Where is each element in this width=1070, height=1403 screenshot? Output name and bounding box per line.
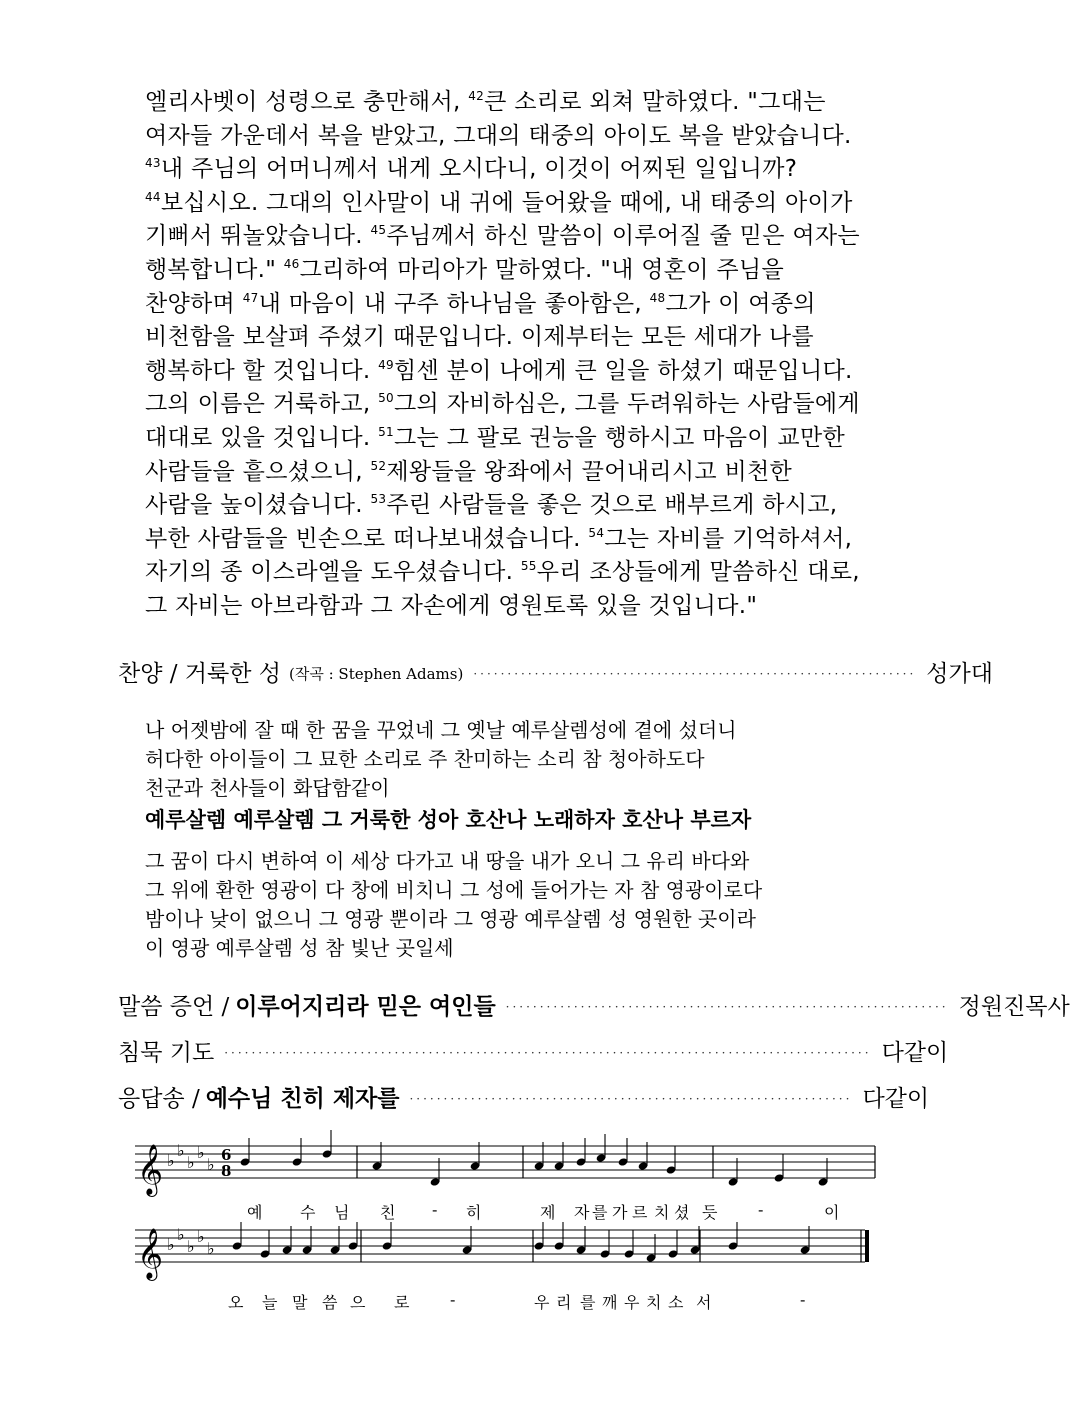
- music-note: [292, 1138, 303, 1167]
- scripture-text: 부한 사람들을 빈손으로 떠나보내셨습니다.: [145, 525, 589, 552]
- anthem-label: 찬양 / 거룩한 성: [118, 661, 281, 687]
- anthem-performer-char: 성: [926, 661, 949, 687]
- music-syllable: 서: [696, 1293, 712, 1312]
- scripture-text: 제왕들을 왕좌에서 끌어내리시고 비천한: [386, 458, 793, 485]
- prayer-performer-char: 다: [881, 1040, 904, 1066]
- scripture-line: [145, 556, 885, 590]
- scripture-line: [145, 355, 885, 389]
- music-syllable: 르: [632, 1203, 648, 1222]
- verse-number: 48: [649, 290, 666, 305]
- verse-number: 54: [588, 525, 605, 540]
- music-syllable: 치: [654, 1203, 670, 1222]
- sermon-row: [118, 989, 1070, 1025]
- music-note: [260, 1230, 271, 1259]
- treble-clef-icon: 𝄞: [137, 1228, 164, 1279]
- lyric-line: 허다한 아이들이 그 묘한 소리로 주 찬미하는 소리 참 청아하도다: [145, 747, 705, 771]
- anthem-performer-char: 가: [948, 661, 971, 687]
- response-performer-char: 이: [906, 1086, 930, 1112]
- scripture-text: 기뻐서 뛰놀았습니다.: [145, 223, 371, 250]
- scripture-line: [145, 220, 885, 254]
- scripture-passage: [145, 86, 885, 624]
- anthem-performer-char: 대: [970, 661, 993, 687]
- music-note: [322, 1130, 333, 1159]
- sermon-preacher: [959, 989, 1070, 1025]
- music-note: [240, 1138, 251, 1167]
- scripture-line: [145, 187, 885, 221]
- time-signature-bottom: 8: [221, 1162, 232, 1180]
- scripture-line: [145, 388, 885, 422]
- music-syllable: 깨: [602, 1293, 618, 1312]
- music-syllable: 히: [466, 1203, 482, 1222]
- scripture-text: 행복하다 할 것입니다.: [145, 357, 379, 384]
- music-syllable: 를: [592, 1203, 608, 1222]
- scripture-line: [145, 422, 885, 456]
- music-note: [668, 1230, 679, 1259]
- scripture-text: 그는 그 팔로 권능을 행하시고 마음이 교만한: [393, 424, 845, 451]
- scripture-text: 자기의 종 이스라엘을 도우셨습니다.: [145, 559, 521, 586]
- verse-number: 53: [370, 492, 387, 507]
- anthem-performer: [926, 656, 993, 692]
- lyric-line: 천군과 천사들이 화답함같이: [145, 776, 390, 800]
- svg-text:♭: ♭: [177, 1141, 185, 1160]
- scripture-line: [145, 590, 885, 624]
- response-performer-char: 같: [884, 1086, 907, 1112]
- scripture-text: 우리 조상들에게 말씀하신 대로,: [536, 559, 860, 586]
- verse-number: 46: [283, 256, 300, 271]
- sermon-preacher-char: 원: [980, 994, 1004, 1020]
- music-note: [600, 1230, 611, 1259]
- scripture-text: 그의 자비하심은, 그를 두려워하는 사람들에게: [393, 391, 860, 418]
- sermon-title: 이루어지리라 믿은 여인들: [235, 994, 496, 1020]
- scripture-text: 비천함을 보살펴 주셨기 때문입니다. 이제부터는 모든 세대가 나를: [145, 324, 814, 351]
- scripture-text: 힘센 분이 나에게 큰 일을 하셨기 때문입니다.: [393, 357, 853, 384]
- response-prefix: 응답송 /: [118, 1086, 200, 1112]
- response-leader-dots: ·································································: [409, 1092, 853, 1106]
- music-syllable: 셨: [674, 1203, 690, 1222]
- svg-text:♭: ♭: [177, 1225, 185, 1244]
- verse-number: 43: [145, 156, 161, 171]
- notes: [232, 1130, 829, 1263]
- anthem-row: [118, 656, 993, 692]
- music-note: [774, 1154, 785, 1183]
- scripture-line: [145, 120, 885, 154]
- response-performer-char: 다: [862, 1086, 885, 1112]
- scripture-text: 그리하여 마리아가 말하였다. "내 영혼이 주님을: [299, 256, 784, 283]
- lyric-line: 이 영광 예루살렘 성 참 빛난 곳일세: [145, 936, 454, 960]
- music-note: [382, 1222, 393, 1251]
- verse-number: 55: [520, 559, 537, 574]
- verse-number: 52: [370, 458, 387, 473]
- scripture-text: 그가 이 여종의: [665, 290, 816, 317]
- prayer-performer: [882, 1035, 949, 1071]
- music-syllable: 를: [580, 1293, 596, 1312]
- music-staff-svg: [135, 1138, 880, 1318]
- response-row: [118, 1081, 930, 1117]
- music-note: [576, 1138, 587, 1167]
- music-syllable: 가: [612, 1203, 628, 1222]
- scripture-text: 그의 이름은 거룩하고,: [145, 391, 379, 418]
- scripture-text: 주린 사람들을 좋은 것으로 배부르게 하시고,: [386, 492, 838, 519]
- prayer-performer-char: 같: [903, 1040, 926, 1066]
- music-syllable: 듯: [702, 1203, 718, 1222]
- music-syllable: 늘: [262, 1293, 278, 1312]
- anthem-lyrics: [145, 716, 885, 963]
- svg-text:♭: ♭: [167, 1151, 175, 1170]
- music-syllable: 로: [394, 1293, 410, 1312]
- lyric-refrain: 예루살렘 예루살렘 그 거룩한 성아 호산나 노래하자 호산나 부르자: [145, 808, 752, 832]
- music-syllable: 예: [247, 1203, 263, 1222]
- svg-text:♭: ♭: [167, 1235, 175, 1254]
- lyric-line: 그 꿈이 다시 변하여 이 세상 다가고 내 땅을 내가 오니 그 유리 바다와: [145, 849, 750, 873]
- sermon-preacher-char: 정: [958, 994, 981, 1020]
- sermon-preacher-char: 목: [1025, 994, 1048, 1020]
- response-performer: [862, 1081, 929, 1117]
- music-note: [232, 1222, 243, 1251]
- svg-text:♭: ♭: [197, 1227, 205, 1246]
- anthem-composer: (작곡 : Stephen Adams): [289, 665, 464, 683]
- music-syllable: 님: [334, 1203, 350, 1222]
- scripture-text: 여자들 가운데서 복을 받았고, 그대의 태중의 아이도 복을 받았습니다.: [145, 122, 852, 149]
- verse-number: 44: [145, 189, 161, 204]
- prayer-performer-char: 이: [926, 1040, 949, 1066]
- music-note: [728, 1222, 739, 1251]
- music-syllable: -: [758, 1200, 764, 1219]
- music-syllable: 치: [646, 1293, 662, 1312]
- scripture-text: 사람들을 흩으셨으니,: [145, 458, 371, 485]
- scripture-text: 사람을 높이셨습니다.: [145, 492, 371, 519]
- sermon-prefix: 말씀 증언 /: [118, 994, 230, 1020]
- music-score: [135, 1138, 880, 1318]
- scripture-line: [145, 489, 885, 523]
- scripture-text: 내 주님의 어머니께서 내게 오시다니, 이것이 어찌된 일입니까?: [160, 156, 798, 183]
- scripture-line: [145, 254, 885, 288]
- scripture-line: [145, 288, 885, 322]
- svg-text:♭: ♭: [207, 1155, 215, 1174]
- music-note: [534, 1222, 545, 1251]
- svg-text:♭: ♭: [187, 1237, 195, 1256]
- scripture-line: [145, 153, 885, 187]
- verse-number: 49: [378, 357, 394, 372]
- staff-line-2: [135, 1230, 865, 1262]
- music-syllable: 우: [534, 1293, 550, 1312]
- svg-text:♭: ♭: [187, 1153, 195, 1172]
- music-syllable: 오: [228, 1293, 244, 1312]
- scripture-text: 찬양하며: [145, 290, 243, 317]
- music-syllable: 자: [574, 1203, 590, 1222]
- music-syllable: 제: [540, 1203, 556, 1222]
- music-syllable: 이: [824, 1203, 840, 1222]
- verse-number: 51: [378, 424, 394, 439]
- music-syllable: 리: [556, 1293, 572, 1312]
- music-syllable: 으: [350, 1293, 366, 1312]
- sermon-preacher-char: 진: [1003, 994, 1026, 1020]
- anthem-leader-dots: ·································································: [473, 667, 917, 681]
- music-syllable: -: [450, 1290, 456, 1309]
- treble-clef-icon: 𝄞: [137, 1144, 164, 1195]
- music-syllable: -: [432, 1200, 438, 1219]
- scripture-text: 내 마음이 내 구주 하나님을 좋아함은,: [258, 290, 650, 317]
- svg-text:♭: ♭: [197, 1143, 205, 1162]
- music-syllable: 말: [292, 1293, 308, 1312]
- music-syllable: 씀: [322, 1293, 338, 1312]
- music-note: [596, 1134, 607, 1163]
- response-title: 예수님 친히 제자를: [205, 1086, 400, 1112]
- music-note: [348, 1222, 359, 1251]
- music-syllable: 수: [300, 1203, 316, 1222]
- verse-number: 47: [242, 290, 259, 305]
- scripture-text: 큰 소리로 외쳐 말하였다. "그대는: [484, 89, 826, 115]
- music-syllable: 친: [380, 1203, 396, 1222]
- scripture-text: 행복합니다.": [145, 256, 284, 283]
- music-syllable: 소: [668, 1293, 684, 1312]
- lyric-line: 나 어젯밤에 잘 때 한 꿈을 꾸었네 그 옛날 예루살렘성에 곁에 섰더니: [145, 718, 737, 742]
- lyric-line: 그 위에 환한 영광이 다 창에 비치니 그 성에 들어가는 자 참 영광이로다: [145, 878, 763, 902]
- scripture-text: 주님께서 하신 말씀이 이루어질 줄 믿은 여자는: [386, 223, 860, 250]
- scripture-text: 보십시오. 그대의 인사말이 내 귀에 들어왔을 때에, 내 태중의 아이가: [160, 189, 853, 216]
- prayer-leader-dots: ·······························································································: [224, 1046, 872, 1060]
- prayer-row: [118, 1035, 949, 1071]
- scripture-text: 그 자비는 아브라함과 그 자손에게 영원토록 있을 것입니다.": [145, 592, 758, 619]
- music-syllable: 우: [624, 1293, 640, 1312]
- lyric-line: 밤이나 낮이 없으니 그 영광 뿐이라 그 영광 예루살렘 성 영원한 곳이라: [145, 907, 756, 931]
- verse-number: 42: [468, 89, 485, 103]
- music-note: [666, 1146, 677, 1175]
- sermon-leader-dots: ·································································: [505, 1000, 949, 1014]
- verse-number: 50: [378, 391, 394, 406]
- scripture-text: 그는 자비를 기억하셔서,: [604, 525, 853, 552]
- svg-text:♭: ♭: [207, 1239, 215, 1258]
- scripture-line: [145, 86, 885, 120]
- sermon-preacher-char: 사: [1047, 994, 1070, 1020]
- prayer-label: 침묵 기도: [118, 1040, 215, 1066]
- scripture-text: 엘리사벳이 성령으로 충만해서,: [145, 89, 469, 115]
- time-signature-top: 6: [221, 1146, 232, 1164]
- music-syllable: -: [800, 1290, 806, 1309]
- scripture-line: [145, 321, 885, 355]
- music-note: [618, 1138, 629, 1167]
- music-note: [624, 1230, 635, 1259]
- scripture-line: [145, 456, 885, 490]
- verse-number: 45: [370, 223, 387, 238]
- music-note: [554, 1222, 565, 1251]
- scripture-text: 대대로 있을 것입니다.: [145, 424, 379, 451]
- scripture-line: [145, 523, 885, 557]
